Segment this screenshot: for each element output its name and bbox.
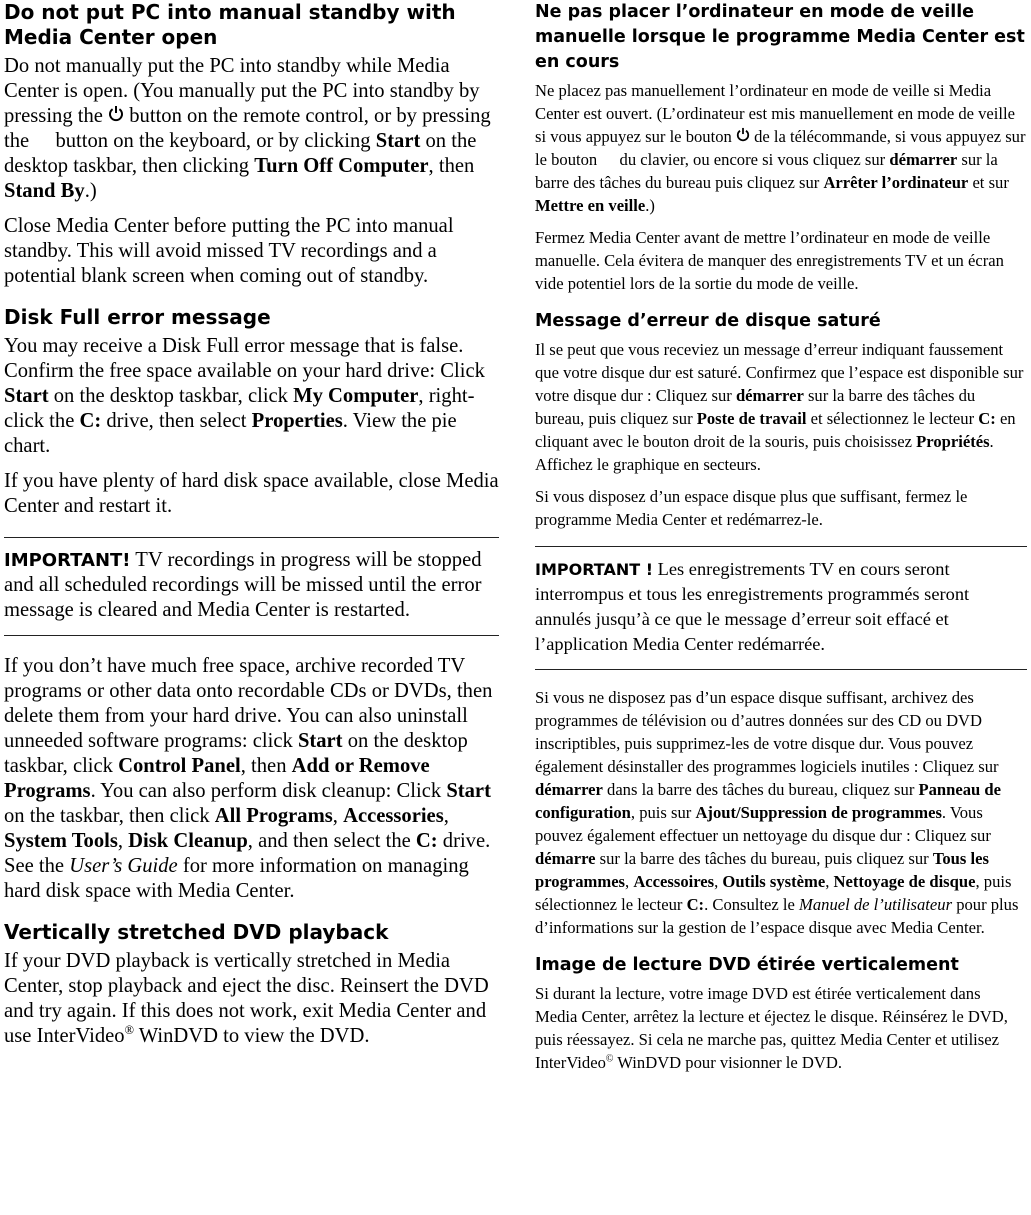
english-column: [4, 0, 499, 1059]
heading-disk-full: Disk Full error message: [4, 305, 271, 329]
paragraph-disque-sature-1: Il se peut que vous receviez un message d’erreur indiquant faussement que votre disque dur est saturé. Confirmez que l’espace est disponible sur votre disque dur : Cliquez sur démarrer sur la barre des tâches du bureau, puis cliquez sur Poste de travail et sélectionnez le lecteur C: en cliquant avec le bouton droit de la souris, puis choisissez Propriétés. Affichez le graphique en secteurs.: [535, 340, 1024, 474]
heading-dvd-stretched: Vertically stretched DVD playback: [4, 920, 389, 944]
power-icon: [108, 104, 124, 129]
important-text: Les enregistrements TV en cours seront interrompus et tous les enregistrements programmés seront annulés jusqu’à ce que le message d’erreur soit effacé et l’application Media Center redémarrée.: [535, 559, 970, 654]
paragraph-disque-sature-2: Si vous disposez d’un espace disque plus que suffisant, fermez le programme Media Center et redémarrez-le.: [535, 487, 968, 529]
paragraph-dvd-etiree: Si durant la lecture, votre image DVD est étirée verticalement dans Media Center, arrêtez la lecture et éjectez le disque. Réinsérez le DVD, puis réessayez. Si cela ne marche pas, quittez Media Center et utilisez InterVideo© WinDVD pour visionner le DVD.: [535, 984, 1008, 1072]
heading-standby: Do not put PC into manual standby with Media Center open: [4, 0, 456, 49]
sleep-moon-icon: [34, 129, 50, 154]
power-icon: [736, 125, 750, 148]
paragraph-disk-full-2: If you have plenty of hard disk space available, close Media Center and restart it.: [4, 470, 499, 517]
important-text: TV recordings in progress will be stopped and all scheduled recordings will be missed until the error message is cleared and Media Center is restarted.: [4, 549, 482, 621]
important-label: IMPORTANT!: [4, 550, 131, 571]
paragraph-veille-2: Fermez Media Center avant de mettre l’ordinateur en mode de veille manuelle. Cela évitera de manquer des enregistrements TV et un écran vide potentiel lors de la sortie du mode de veille.: [535, 228, 1004, 293]
heading-dvd-etiree: Image de lecture DVD étirée verticalement: [535, 955, 959, 975]
paragraph-disque-sature-3: Si vous ne disposez pas d’un espace disque suffisant, archivez des programmes de télévision ou d’autres données sur des CD ou DVD inscriptibles, puis supprimez-les de votre disque dur. Vous pouvez également désinstaller des programmes logiciels inutiles : Cliquez sur démarrer dans la barre des tâches du bureau, cliquez sur Panneau de configuration, puis sur Ajout/Suppression de programmes. Vous pouvez également effectuer un nettoyage du disque dur : Cliquez sur démarre sur la barre des tâches du bureau, puis cliquez sur Tous les programmes, Accessoires, Outils système, Nettoyage de disque, puis sélectionnez le lecteur C:. Consultez le Manuel de l’utilisateur pour plus d’informations sur la gestion de l’espace disque avec Media Center.: [535, 688, 1019, 937]
paragraph-disk-full-1: You may receive a Disk Full error message that is false. Confirm the free space available on your hard drive: Click Start on the desktop taskbar, click My Computer, right-click the C: drive, then select Properties. View the pie chart.: [4, 335, 485, 457]
important-note: [535, 546, 1027, 670]
paragraph-standby-1: Do not manually put the PC into standby while Media Center is open. (You manually put the PC into standby by pressing the button on the remote control, or by pressing the button on the keyboard, or by clicking Start on the desktop taskbar, then clicking Turn Off Computer, then Stand By.): [4, 55, 491, 202]
paragraph-disk-full-3: If you don’t have much free space, archive recorded TV programs or other data onto recordable CDs or DVDs, then delete them from your hard drive. You can also uninstall unneeded software programs: click Start on the desktop taskbar, click Control Panel, then Add or Remove Programs. You can also perform disk cleanup: Click Start on the taskbar, then click All Programs, Accessories, System Tools, Disk Cleanup, and then select the C: drive. See the User’s Guide for more information on managing hard disk space with Media Center.: [4, 655, 493, 902]
french-column: [535, 0, 1027, 1083]
heading-disque-sature: Message d’erreur de disque saturé: [535, 311, 881, 331]
paragraph-veille-1: Ne placez pas manuellement l’ordinateur en mode de veille si Media Center est ouvert. (L’ordinateur est mis manuellement en mode de veille si vous appuyez sur le bouton de la télécommande, si vous appuyez sur le bouton du clavier, ou encore si vous cliquez sur démarrer sur la barre des tâches du bureau puis cliquez sur Arrêter l’ordinateur et sur Mettre en veille.): [535, 81, 1026, 215]
important-note: [4, 537, 499, 636]
important-label: IMPORTANT !: [535, 560, 654, 579]
paragraph-dvd-stretched: If your DVD playback is vertically stretched in Media Center, stop playback and eject the disc. Reinsert the DVD and try again. If this does not work, exit Media Center and use InterVideo® WinDVD to view the DVD.: [4, 950, 489, 1047]
sleep-moon-icon: [601, 148, 615, 171]
heading-veille: Ne pas placer l’ordinateur en mode de veille manuelle lorsque le programme Media Center est en cours: [535, 2, 1025, 72]
paragraph-standby-2: Close Media Center before putting the PC into manual standby. This will avoid missed TV recordings and a potential blank screen when coming out of standby.: [4, 215, 454, 287]
